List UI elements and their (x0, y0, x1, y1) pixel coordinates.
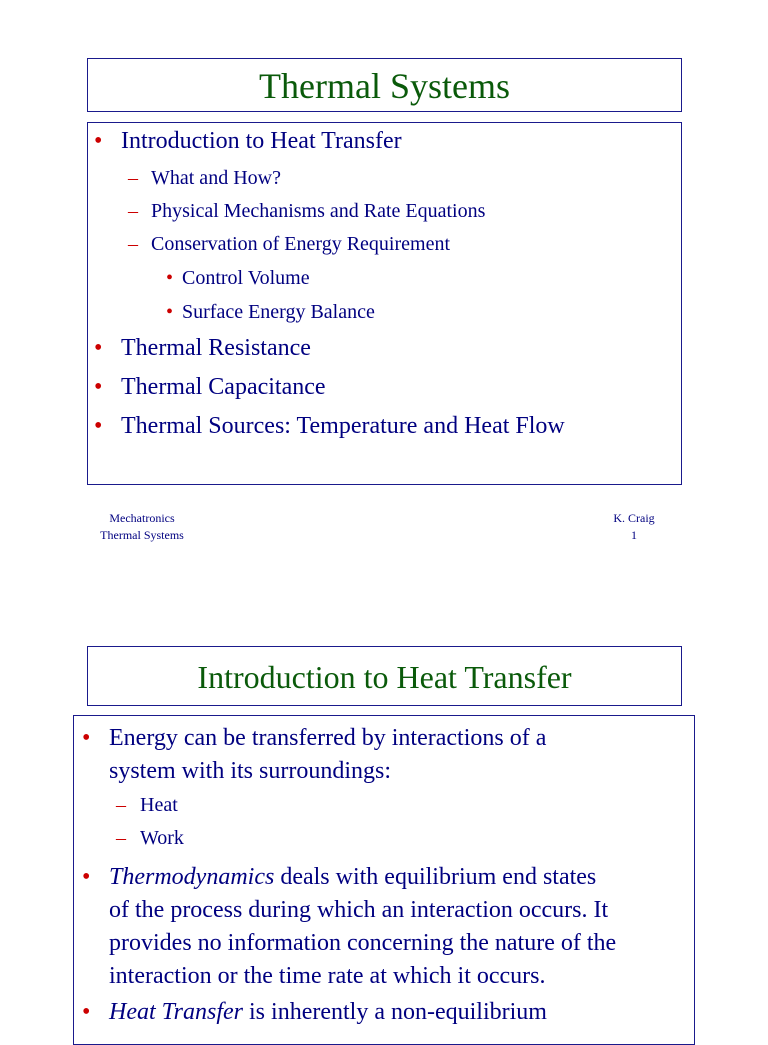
bullet-dot: • (94, 374, 103, 400)
slide2-sub-bullet-1 (116, 794, 178, 817)
dash-marker: – (128, 233, 138, 255)
footer-author: K. Craig (613, 511, 655, 525)
slide1-bullet-4 (94, 413, 565, 440)
slide2-content-box (73, 715, 695, 1045)
slide1-sub-bullet-1 (128, 167, 281, 190)
bullet-text: Introduction to Heat Transfer (121, 128, 402, 154)
slide1-bullet-1 (94, 128, 402, 155)
slide2-bullet-3 (82, 996, 547, 1029)
bullet-text: Thermal Sources: Temperature and Heat Flow (121, 413, 565, 439)
slide1-title: Thermal Systems (259, 66, 510, 106)
slide2-bullet-1 (82, 722, 546, 788)
dash-marker: – (116, 827, 126, 849)
footer-course: Mechatronics (109, 511, 175, 525)
dash-marker: – (116, 794, 126, 816)
dash-marker: – (128, 167, 138, 189)
bullet-dot: • (82, 725, 91, 751)
bullet-text-cont: provides no information concerning the nature of the (109, 930, 617, 956)
bullet-text-cont: of the process during which an interaction occurs. It (109, 897, 609, 923)
bullet-text: is inherently a non-equilibrium (243, 999, 547, 1025)
bullet-dot: • (82, 864, 91, 890)
dash-marker: – (128, 200, 138, 222)
sub-bullet-text: What and How? (151, 167, 281, 189)
slide1-footer-left (82, 510, 202, 544)
slide1-footer-right (594, 510, 674, 544)
slide1-sub-bullet-2 (128, 200, 485, 223)
slide1-bullet-2 (94, 335, 311, 362)
bullet-dot: • (166, 267, 174, 289)
sub-bullet-text: Heat (140, 794, 178, 816)
sub-bullet-text: Work (140, 827, 184, 849)
footer-topic: Thermal Systems (100, 528, 184, 542)
subsub-bullet-text: Surface Energy Balance (182, 301, 375, 323)
slide1-content-box (87, 122, 682, 485)
bullet-text: Thermal Resistance (121, 335, 311, 361)
sub-bullet-text: Physical Mechanisms and Rate Equations (151, 200, 486, 222)
term-thermodynamics: Thermodynamics (109, 864, 275, 890)
bullet-dot: • (94, 128, 103, 154)
term-heat-transfer: Heat Transfer (109, 999, 244, 1025)
bullet-dot: • (94, 413, 103, 439)
bullet-dot: • (166, 301, 174, 323)
bullet-dot: • (94, 335, 103, 361)
sub-bullet-text: Conservation of Energy Requirement (151, 233, 451, 255)
bullet-text: Thermal Capacitance (121, 374, 326, 400)
bullet-text-cont: system with its surroundings: (109, 758, 392, 784)
slide2-bullet-2 (82, 861, 616, 993)
slide2-title: Introduction to Heat Transfer (197, 659, 572, 695)
slide1-subsub-bullet-2 (166, 301, 375, 324)
footer-page-number: 1 (631, 528, 637, 542)
bullet-text-cont: interaction or the time rate at which it occurs. (109, 963, 546, 989)
slide2-sub-bullet-2 (116, 827, 184, 850)
bullet-text: Energy can be transferred by interactions of a (109, 725, 547, 751)
slide1-sub-bullet-3 (128, 233, 450, 256)
slide1-bullet-3 (94, 374, 326, 401)
subsub-bullet-text: Control Volume (182, 267, 310, 289)
slide1-subsub-bullet-1 (166, 267, 310, 290)
slide1-title-box (87, 58, 682, 112)
bullet-text: deals with equilibrium end states (274, 864, 597, 890)
slide2-title-box (87, 646, 682, 706)
bullet-dot: • (82, 999, 91, 1025)
